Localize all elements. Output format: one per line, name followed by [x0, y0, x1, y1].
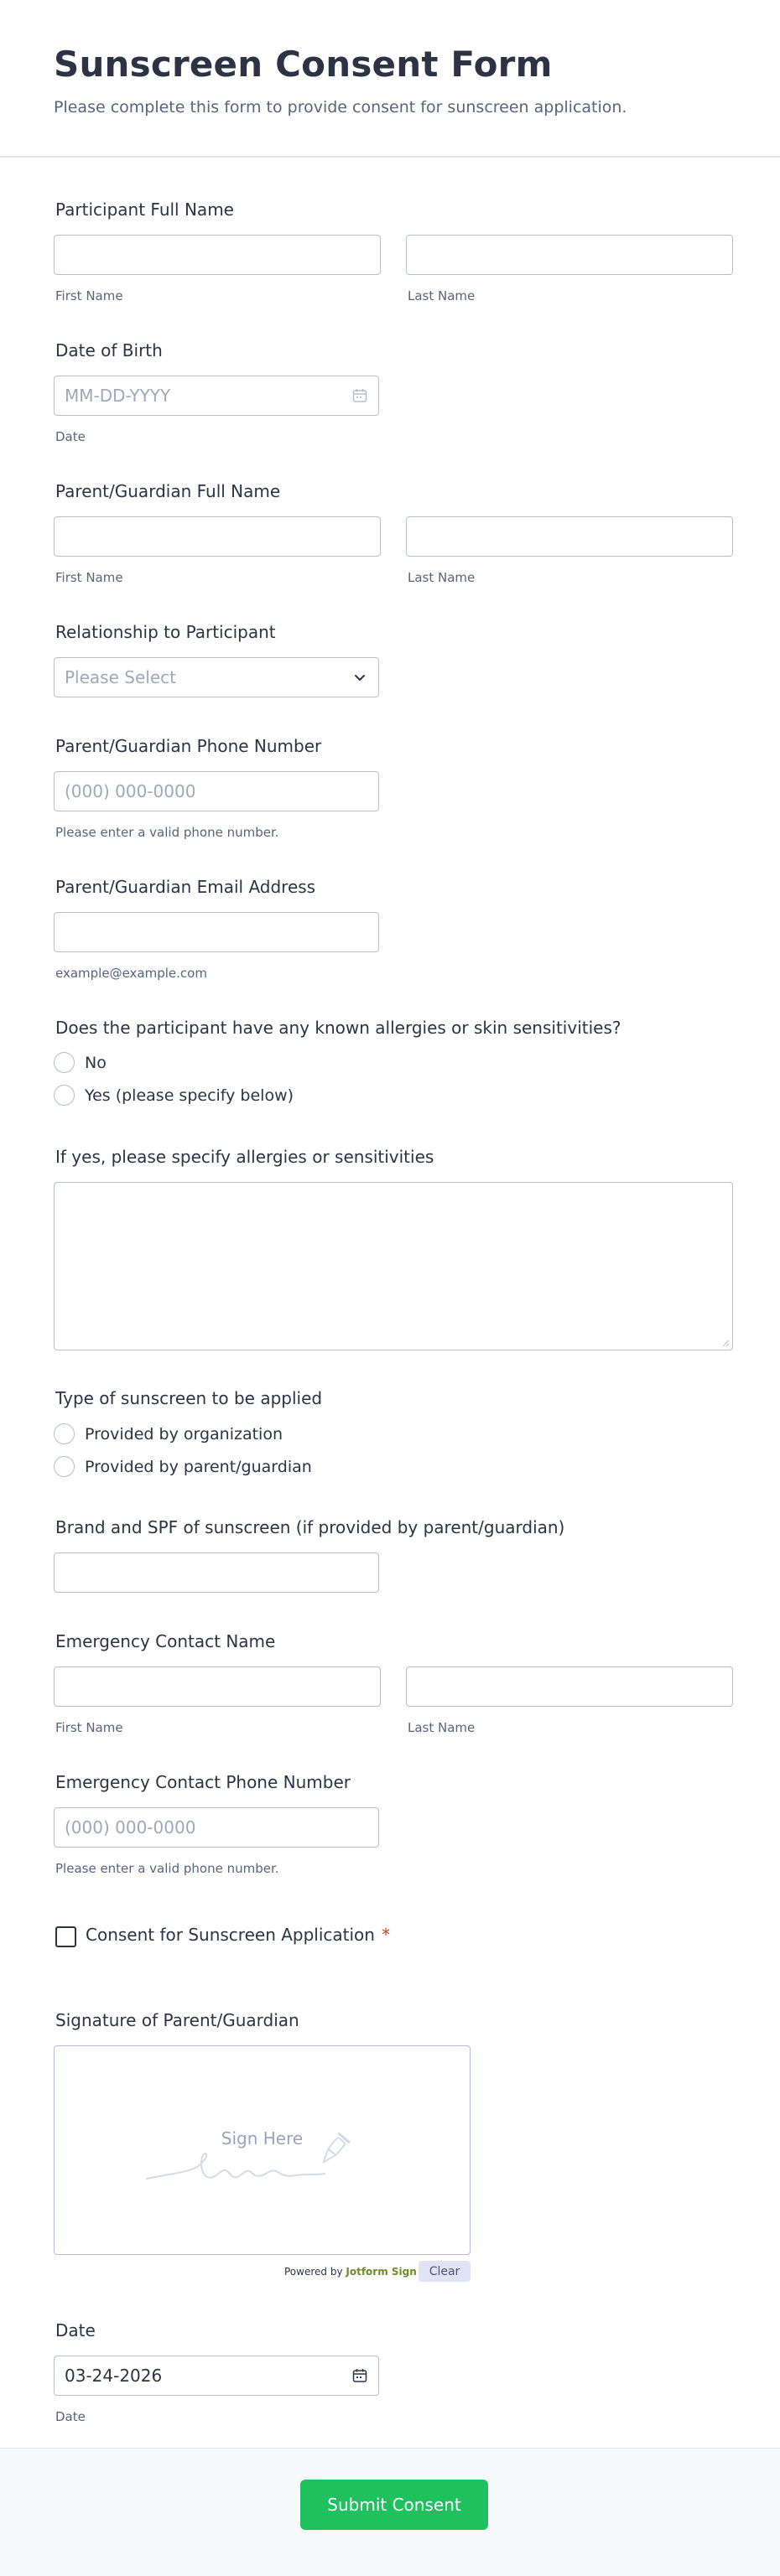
allergies-detail-label: If yes, please specify allergies or sensitivities [55, 1147, 434, 1167]
dob-label: Date of Birth [55, 340, 163, 360]
signature-pad[interactable] [54, 2045, 471, 2255]
emergency-last-name-input[interactable] [406, 1666, 733, 1707]
radio-label: Yes (please specify below) [85, 1086, 294, 1105]
radio-label: Provided by organization [85, 1424, 283, 1443]
date-value: 03-24-2026 [65, 2366, 163, 2386]
guardian-email-label: Parent/Guardian Email Address [55, 877, 316, 897]
brand-spf-input[interactable] [54, 1552, 379, 1593]
allergies-option-no[interactable] [54, 1052, 107, 1073]
sunscreen-option-guardian[interactable] [54, 1456, 312, 1477]
radio-circle[interactable] [54, 1423, 75, 1444]
guardian-name-label: Parent/Guardian Full Name [55, 481, 281, 501]
guardian-phone-label: Parent/Guardian Phone Number [55, 736, 322, 756]
relationship-label: Relationship to Participant [55, 622, 276, 642]
calendar-icon[interactable] [351, 387, 368, 404]
relationship-selected-value: Please Select [65, 667, 176, 687]
phone-sublabel: Please enter a valid phone number. [55, 1861, 279, 1876]
clear-signature-button[interactable]: Clear [419, 2261, 471, 2282]
page-subtitle: Please complete this form to provide consent for sunscreen application. [54, 98, 627, 117]
last-name-sublabel: Last Name [408, 1720, 476, 1735]
first-name-sublabel: First Name [55, 288, 123, 303]
emergency-phone-input[interactable] [54, 1807, 379, 1848]
powered-by-brand: Jotform Sign [346, 2266, 417, 2278]
guardian-email-input[interactable] [54, 912, 379, 952]
form-header [0, 0, 780, 158]
guardian-last-name-input[interactable] [406, 516, 733, 557]
required-mark: * [381, 1925, 390, 1945]
phone-placeholder: (000) 000-0000 [65, 781, 196, 801]
sunscreen-option-organization[interactable] [54, 1423, 283, 1444]
first-name-sublabel: First Name [55, 570, 123, 585]
radio-circle[interactable] [54, 1052, 75, 1073]
radio-label: No [85, 1053, 107, 1072]
dob-sublabel: Date [55, 429, 86, 444]
powered-by-prefix: Powered by [284, 2266, 343, 2278]
emergency-first-name-input[interactable] [54, 1666, 381, 1707]
allergies-question-label: Does the participant have any known allergies or skin sensitivities? [55, 1018, 621, 1038]
emergency-phone-label: Emergency Contact Phone Number [55, 1772, 351, 1792]
page-title: Sunscreen Consent Form [54, 44, 553, 85]
signature-scribble-icon [138, 2130, 390, 2197]
consent-label-text: Consent for Sunscreen Application [86, 1925, 375, 1945]
signature-label: Signature of Parent/Guardian [55, 2010, 299, 2030]
allergies-option-yes[interactable] [54, 1085, 294, 1106]
phone-sublabel: Please enter a valid phone number. [55, 825, 279, 840]
radio-circle[interactable] [54, 1085, 75, 1106]
radio-circle[interactable] [54, 1456, 75, 1477]
emergency-name-label: Emergency Contact Name [55, 1631, 276, 1651]
last-name-sublabel: Last Name [408, 570, 476, 585]
guardian-first-name-input[interactable] [54, 516, 381, 557]
relationship-select[interactable] [54, 657, 379, 697]
radio-label: Provided by parent/guardian [85, 1457, 312, 1476]
calendar-icon[interactable] [351, 2367, 368, 2384]
date-label: Date [55, 2320, 96, 2340]
date-input[interactable] [54, 2356, 379, 2396]
date-sublabel: Date [55, 2409, 86, 2424]
signature-placeholder: Sign Here [221, 2128, 304, 2148]
participant-first-name-input[interactable] [54, 235, 381, 275]
submit-button[interactable]: Submit Consent [300, 2480, 488, 2530]
participant-last-name-input[interactable] [406, 235, 733, 275]
first-name-sublabel: First Name [55, 1720, 123, 1735]
consent-checkbox[interactable] [55, 1926, 76, 1947]
brand-spf-label: Brand and SPF of sunscreen (if provided by parent/guardian) [55, 1517, 565, 1537]
resize-grip-icon[interactable] [721, 1339, 730, 1347]
chevron-down-icon [351, 669, 368, 686]
powered-by-text [284, 2266, 417, 2278]
email-sublabel: example@example.com [55, 966, 207, 981]
participant-name-label: Participant Full Name [55, 200, 234, 220]
dob-input[interactable] [54, 376, 379, 416]
last-name-sublabel: Last Name [408, 288, 476, 303]
consent-label [86, 1925, 390, 1945]
sunscreen-type-label: Type of sunscreen to be applied [55, 1388, 323, 1408]
guardian-phone-input[interactable] [54, 771, 379, 811]
dob-placeholder: MM-DD-YYYY [65, 386, 171, 406]
phone-placeholder: (000) 000-0000 [65, 1817, 196, 1837]
allergies-detail-textarea[interactable] [54, 1182, 733, 1350]
